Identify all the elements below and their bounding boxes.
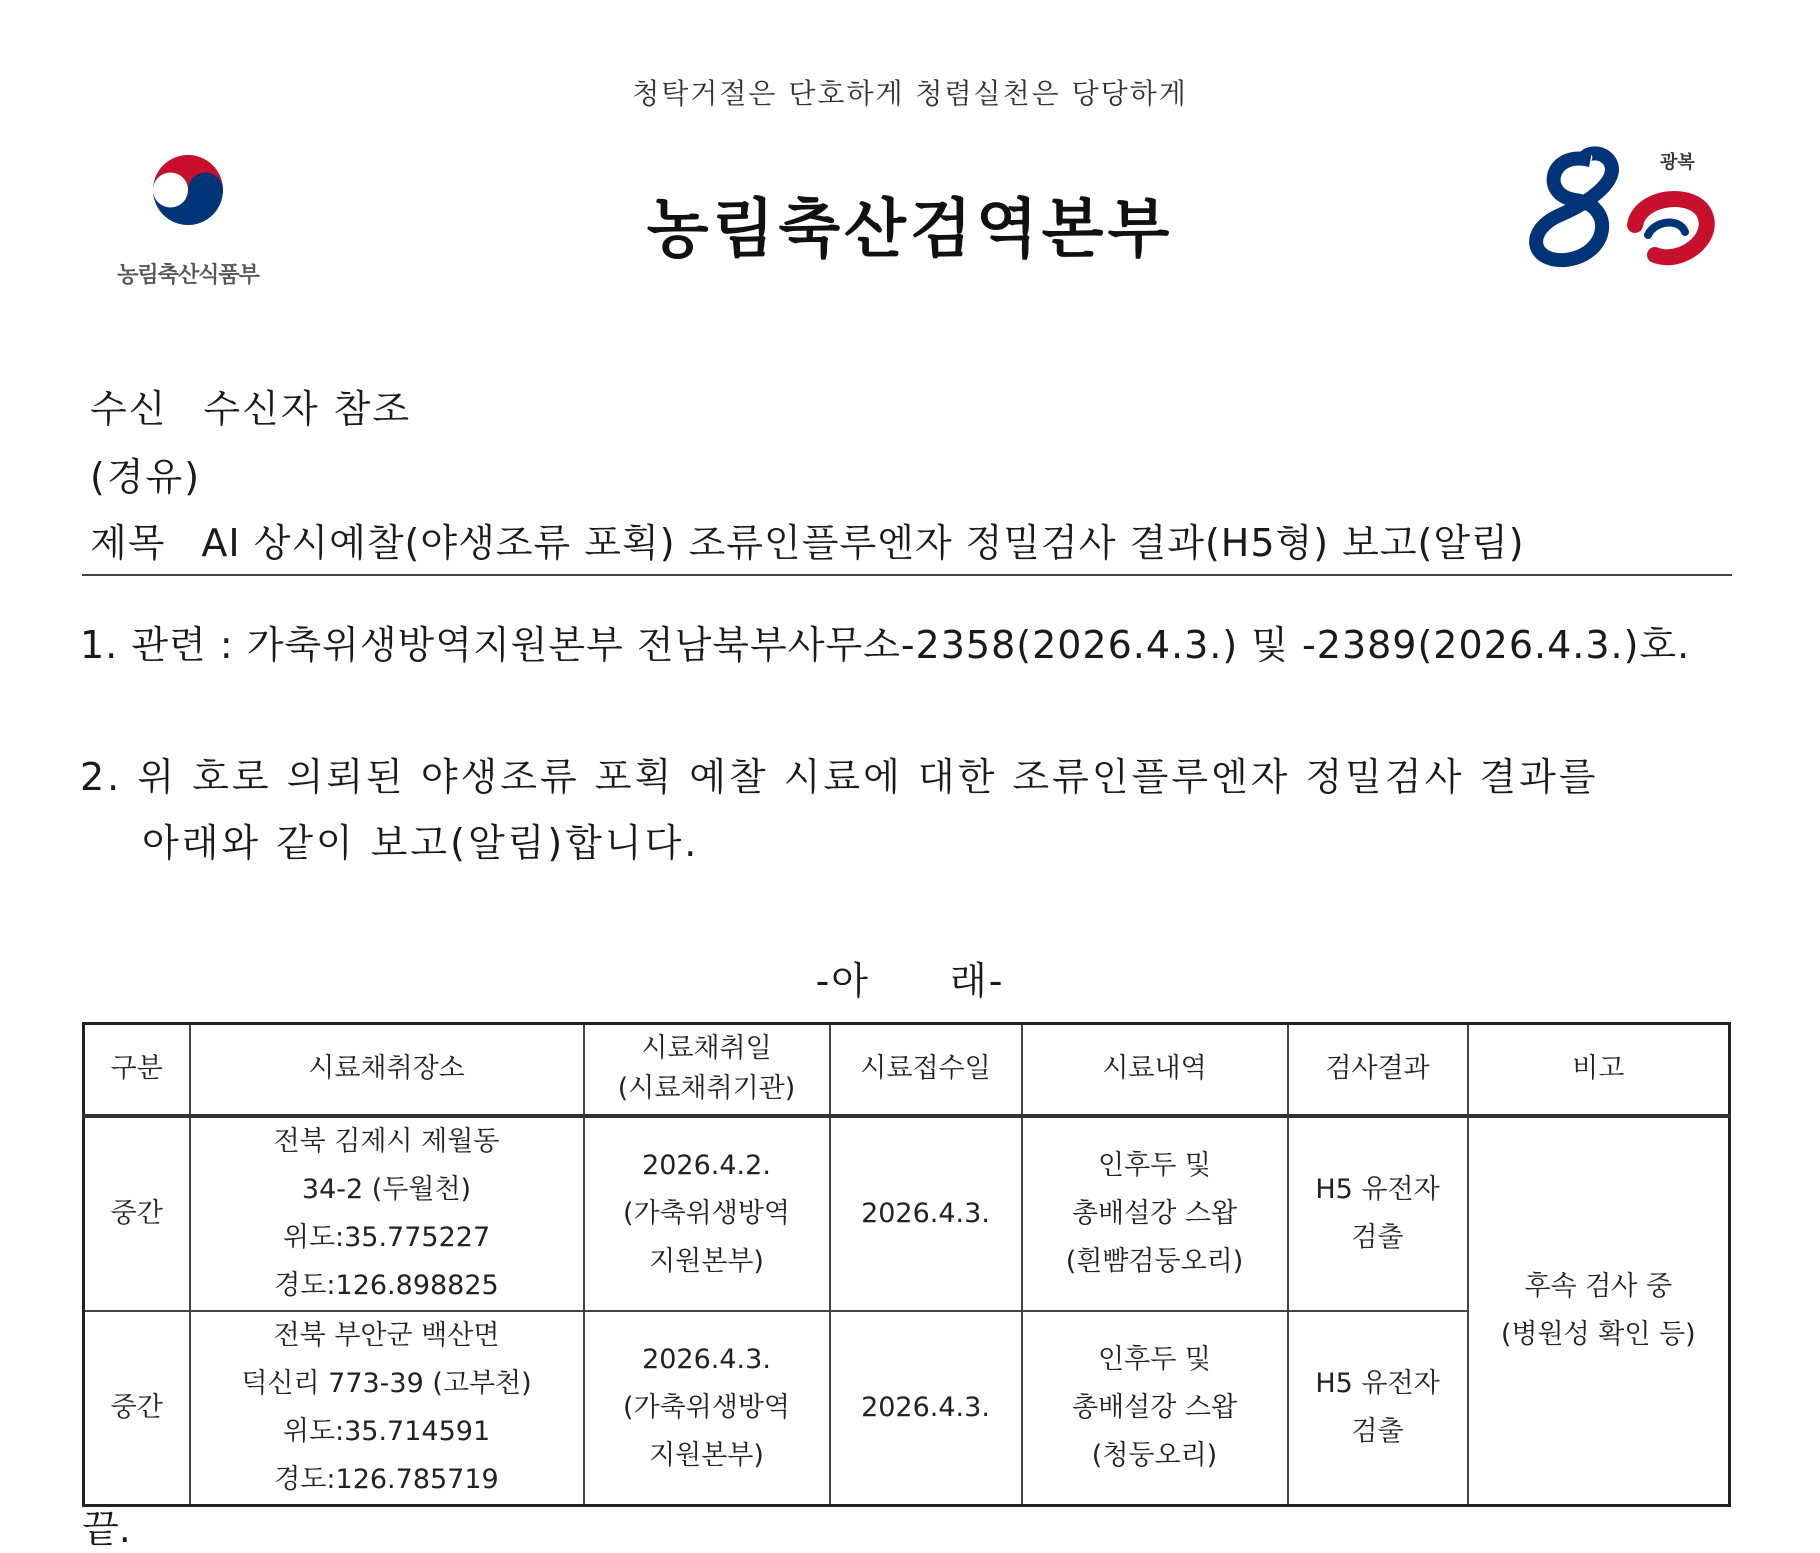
cell-location [190, 1311, 584, 1506]
subject-divider [82, 574, 1732, 576]
sample-line: 인후두 및 [1098, 1149, 1211, 1181]
cell-result [1288, 1311, 1468, 1506]
subject-line [90, 512, 1525, 567]
sample-line: 총배설강 스왑 [1071, 1391, 1238, 1423]
organization-title: 농림축산검역본부 [646, 193, 1174, 267]
location-line: 전북 부안군 백산면 [273, 1319, 500, 1351]
location-line: 전북 김제시 제월동 [273, 1125, 500, 1157]
location-line: 34-2 (두월천) [301, 1173, 472, 1205]
sample-line: 총배설강 스왑 [1071, 1197, 1238, 1229]
collect-agency: (가축위생방역 [622, 1197, 791, 1229]
liberation-80-logo [1520, 140, 1730, 290]
cell-location [190, 1116, 584, 1311]
cell-collect [584, 1311, 830, 1506]
collect-date: 2026.4.3. [642, 1343, 771, 1375]
location-longitude: 경도:126.898825 [274, 1269, 499, 1301]
sample-species: (청둥오리) [1091, 1439, 1218, 1471]
cell-collect [584, 1116, 830, 1311]
slogan: 청탁거절은 단호하게 청렴실천은 당당하게 [632, 77, 1188, 110]
eighty-emblem-icon [1520, 140, 1730, 290]
collect-agency: 지원본부) [649, 1439, 764, 1471]
table-row [84, 1116, 1730, 1311]
cell-sample [1022, 1311, 1288, 1506]
header-collect-date-line-1: 시료채취일 [641, 1033, 772, 1065]
header-collect-date-line-2: (시료채취기관) [617, 1073, 796, 1105]
end-mark: 끝. [82, 1507, 131, 1551]
header-category: 구분 [84, 1024, 190, 1116]
recipient-value: 수신자 참조 [203, 387, 412, 431]
header-collect-date [584, 1024, 830, 1116]
location-longitude: 경도:126.785719 [274, 1463, 499, 1495]
result-line: 검출 [1351, 1221, 1404, 1253]
recipient-label: 수신 [90, 387, 168, 431]
subject-value: AI 상시예찰(야생조류 포획) 조류인플루엔자 정밀검사 결과(H5형) 보고(알림) [201, 521, 1525, 565]
paragraph-2-line-1: 2. 위 호로 의뢰된 야생조류 포획 예찰 시료에 대한 조류인플루엔자 정밀검사 결과를 [80, 755, 1599, 799]
result-line: H5 유전자 [1315, 1367, 1440, 1399]
ministry-name: 농림축산식품부 [117, 263, 259, 288]
anniversary-word: 광복 [1660, 152, 1695, 173]
collect-agency: (가축위생방역 [622, 1391, 791, 1423]
paragraph-1: 1. 관련 : 가축위생방역지원본부 전남북부사무소-2358(2026.4.3.) 및 -2389(2026.4.3.)호. [80, 623, 1691, 667]
header-result: 검사결과 [1288, 1024, 1468, 1116]
result-line: 검출 [1351, 1415, 1404, 1447]
subject-label: 제목 [90, 521, 166, 565]
cell-category: 중간 [84, 1116, 190, 1311]
cell-result [1288, 1116, 1468, 1311]
collect-agency: 지원본부) [649, 1245, 764, 1277]
header-sample: 시료내역 [1022, 1024, 1288, 1116]
location-line: 덕신리 773-39 (고부천) [241, 1367, 532, 1399]
recipient-line [90, 378, 411, 433]
note-line: (병원성 확인 등) [1500, 1318, 1696, 1350]
sample-line: 인후두 및 [1098, 1343, 1211, 1375]
cell-category: 중간 [84, 1311, 190, 1506]
cell-receive-date: 2026.4.3. [830, 1311, 1022, 1506]
location-latitude: 위도:35.714591 [282, 1415, 491, 1447]
cell-receive-date: 2026.4.3. [830, 1116, 1022, 1311]
table-header-row [84, 1024, 1730, 1116]
note-line: 후속 검사 중 [1524, 1270, 1673, 1302]
below-heading: -아 래- [815, 959, 1005, 1003]
location-latitude: 위도:35.775227 [282, 1221, 491, 1253]
cell-sample [1022, 1116, 1288, 1311]
header-note: 비고 [1468, 1024, 1730, 1116]
via-line: (경유) [90, 455, 202, 499]
cell-note [1468, 1116, 1730, 1506]
paragraph-2-line-2: 아래와 같이 보고(알림)합니다. [142, 821, 700, 865]
header-location: 시료채취장소 [190, 1024, 584, 1116]
header-receive-date: 시료접수일 [830, 1024, 1022, 1116]
sample-species: (흰뺨검둥오리) [1065, 1245, 1244, 1277]
collect-date: 2026.4.2. [642, 1149, 771, 1181]
result-line: H5 유전자 [1315, 1173, 1440, 1205]
result-table [82, 1022, 1731, 1507]
